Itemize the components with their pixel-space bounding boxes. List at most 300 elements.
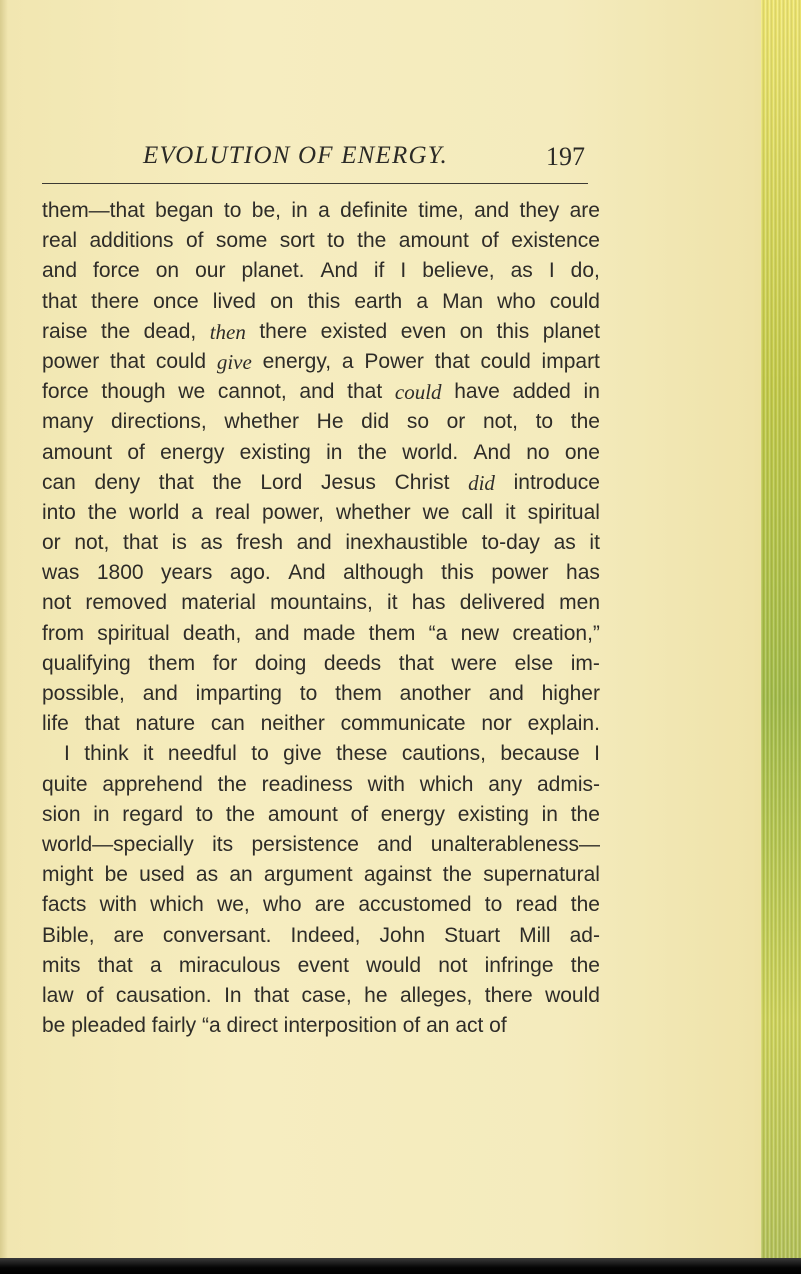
word: of bbox=[350, 802, 369, 826]
word: energy bbox=[380, 802, 446, 826]
word: although bbox=[343, 561, 424, 585]
word: who bbox=[497, 289, 536, 313]
word: could bbox=[394, 380, 442, 405]
word: infringe bbox=[484, 953, 554, 977]
word: sort bbox=[279, 229, 315, 253]
word: the bbox=[101, 319, 131, 343]
word: them bbox=[335, 682, 382, 705]
word: I bbox=[400, 259, 407, 283]
word: I bbox=[548, 259, 555, 283]
word: there bbox=[91, 289, 140, 313]
word: conversant. bbox=[162, 923, 272, 947]
word: new bbox=[460, 621, 500, 645]
word: case, bbox=[301, 983, 352, 1007]
word: added bbox=[512, 380, 571, 404]
word: force bbox=[93, 259, 140, 283]
text-line bbox=[42, 196, 600, 226]
word: did bbox=[468, 470, 495, 495]
word: creation,” bbox=[512, 621, 600, 645]
word: of bbox=[489, 1014, 507, 1038]
word: are bbox=[113, 923, 144, 947]
running-header bbox=[143, 142, 603, 178]
word: is bbox=[171, 531, 187, 555]
word: could bbox=[155, 349, 207, 373]
word: I bbox=[64, 742, 70, 766]
word: even bbox=[400, 319, 447, 343]
word: world bbox=[129, 500, 180, 524]
word: some bbox=[215, 229, 268, 253]
word: of bbox=[481, 229, 499, 253]
word: to bbox=[327, 229, 345, 253]
word: accustomed bbox=[358, 893, 472, 917]
word: power, bbox=[262, 500, 324, 524]
word: pleaded bbox=[71, 1014, 152, 1038]
text-line bbox=[42, 860, 600, 890]
text-line bbox=[42, 347, 600, 377]
word: we bbox=[178, 380, 206, 404]
word: on bbox=[459, 319, 484, 343]
header-rule bbox=[42, 183, 588, 184]
word: it bbox=[143, 742, 154, 766]
word: that bbox=[398, 651, 434, 675]
word: And bbox=[473, 440, 511, 464]
word: that bbox=[123, 531, 159, 555]
word: qualifying bbox=[42, 651, 131, 675]
word: of bbox=[85, 983, 104, 1007]
word: the bbox=[225, 802, 256, 826]
word: And bbox=[288, 561, 326, 585]
word: against bbox=[363, 863, 432, 887]
word: removed bbox=[85, 591, 168, 615]
word: He bbox=[316, 410, 344, 434]
word: as bbox=[200, 531, 223, 555]
word: in bbox=[93, 802, 110, 826]
word: into bbox=[42, 500, 76, 524]
word: that bbox=[347, 380, 383, 404]
word: planet bbox=[542, 319, 600, 343]
word: delivered bbox=[459, 591, 545, 615]
word: the bbox=[217, 772, 247, 796]
word: im- bbox=[570, 651, 600, 675]
word: of bbox=[185, 229, 204, 253]
word: needful bbox=[167, 742, 237, 766]
word: because bbox=[500, 742, 580, 766]
word: quite bbox=[42, 772, 88, 796]
word: on bbox=[270, 289, 294, 313]
word: a bbox=[191, 500, 203, 524]
word: existed bbox=[320, 319, 388, 343]
page-number: 197 bbox=[546, 142, 585, 171]
word: call bbox=[461, 500, 494, 524]
word: amount bbox=[42, 440, 113, 464]
word: to bbox=[195, 802, 214, 826]
word: Indeed, bbox=[290, 923, 361, 947]
text-line bbox=[42, 407, 600, 437]
word: this bbox=[441, 561, 474, 585]
word: a bbox=[341, 349, 354, 373]
word: whether bbox=[224, 410, 300, 434]
word: the bbox=[442, 863, 472, 887]
word: can bbox=[210, 712, 245, 736]
word: readiness bbox=[261, 772, 353, 796]
word: inexhaustible bbox=[345, 531, 468, 555]
text-line bbox=[42, 921, 600, 951]
word: on bbox=[155, 259, 180, 283]
word: And bbox=[320, 259, 358, 283]
word: did bbox=[361, 410, 390, 434]
word: and bbox=[254, 621, 290, 645]
word: any bbox=[488, 772, 523, 796]
word: and bbox=[299, 380, 335, 404]
word: Power bbox=[364, 349, 424, 373]
word: fairly bbox=[151, 1014, 202, 1038]
word: to-day bbox=[481, 531, 540, 555]
page-bottom-edge bbox=[0, 1258, 801, 1274]
word: was bbox=[42, 561, 80, 585]
text-line bbox=[42, 830, 600, 860]
word: 1800 bbox=[96, 561, 144, 585]
word: cannot, bbox=[217, 380, 287, 404]
word: additions bbox=[89, 229, 174, 253]
word: miraculous bbox=[178, 953, 281, 977]
word: or bbox=[446, 410, 466, 434]
word: give bbox=[216, 349, 252, 374]
word: energy, bbox=[262, 349, 332, 373]
word: the bbox=[570, 410, 600, 434]
word: the bbox=[357, 229, 387, 253]
word: them bbox=[148, 651, 196, 675]
word: amount bbox=[398, 229, 469, 253]
word: its bbox=[212, 832, 234, 856]
word: of bbox=[127, 440, 145, 464]
word: existence bbox=[511, 229, 600, 253]
word: a bbox=[149, 953, 162, 977]
word: there bbox=[484, 983, 533, 1007]
word: causation. bbox=[115, 983, 212, 1007]
word: event bbox=[297, 953, 349, 977]
text-line bbox=[42, 649, 600, 679]
word: nor bbox=[481, 712, 512, 736]
word: doing bbox=[254, 651, 307, 675]
word: can bbox=[42, 470, 76, 494]
text-line bbox=[42, 588, 600, 618]
word: the bbox=[212, 470, 242, 494]
word: alleges, bbox=[399, 983, 473, 1007]
text-line bbox=[42, 890, 600, 920]
word: in bbox=[326, 440, 343, 464]
word: with bbox=[367, 772, 405, 796]
word: have bbox=[454, 380, 500, 404]
word: the bbox=[570, 953, 600, 977]
word: world. bbox=[402, 440, 459, 464]
word: we, bbox=[217, 893, 250, 917]
book-spine-edge bbox=[761, 0, 801, 1274]
word: directions, bbox=[110, 410, 207, 434]
word: it bbox=[505, 500, 516, 524]
word: could bbox=[480, 349, 531, 373]
word: apprehend bbox=[102, 772, 203, 796]
word: and bbox=[142, 682, 178, 705]
word: this bbox=[307, 289, 341, 313]
word: and bbox=[474, 199, 510, 222]
word: dead, bbox=[143, 319, 197, 343]
word: higher bbox=[541, 682, 600, 705]
text-line bbox=[42, 1011, 600, 1041]
word: whether bbox=[335, 500, 411, 524]
word: so bbox=[406, 410, 429, 434]
text-line bbox=[42, 498, 600, 528]
word: be bbox=[42, 1014, 72, 1038]
word: which bbox=[419, 772, 474, 796]
word: introduce bbox=[513, 470, 600, 494]
word: not, bbox=[74, 531, 110, 555]
word: who bbox=[262, 893, 302, 917]
word: and bbox=[42, 259, 78, 283]
word: cautions, bbox=[401, 742, 486, 766]
word: believe, bbox=[422, 259, 495, 283]
text-line bbox=[42, 679, 600, 709]
word: to bbox=[223, 199, 242, 222]
word: a bbox=[416, 289, 429, 313]
word: lived bbox=[212, 289, 256, 313]
word: once bbox=[153, 289, 199, 313]
word: be bbox=[104, 863, 128, 887]
word: impart bbox=[541, 349, 600, 373]
word: sion bbox=[42, 802, 81, 826]
word: there bbox=[259, 319, 308, 343]
word: Bible, bbox=[42, 923, 95, 947]
word: and bbox=[377, 832, 413, 856]
word: law bbox=[42, 983, 74, 1007]
word: Jesus bbox=[321, 470, 376, 494]
word: not bbox=[438, 953, 468, 977]
word: spiritual bbox=[527, 500, 600, 524]
word: persistence bbox=[251, 832, 359, 856]
word: that bbox=[97, 953, 133, 977]
word: mits bbox=[42, 953, 81, 977]
word: these bbox=[336, 742, 388, 766]
word: has bbox=[566, 561, 600, 585]
word: if bbox=[373, 259, 385, 283]
word: from bbox=[42, 621, 84, 645]
word: do, bbox=[570, 259, 600, 283]
word: regard bbox=[122, 802, 183, 826]
word: not, bbox=[482, 410, 518, 434]
text-line bbox=[42, 438, 600, 468]
word: amount bbox=[267, 802, 338, 826]
word: be, bbox=[251, 199, 281, 222]
word: existing bbox=[239, 440, 311, 464]
word: life bbox=[42, 712, 69, 736]
word: planet. bbox=[241, 259, 305, 283]
word: imparting bbox=[195, 682, 282, 705]
page-left-edge bbox=[0, 0, 8, 1274]
text-line bbox=[42, 468, 600, 498]
text-line bbox=[42, 528, 600, 558]
word: another bbox=[399, 682, 471, 705]
word: we bbox=[422, 500, 450, 524]
word: the bbox=[570, 893, 600, 917]
word: raise bbox=[42, 319, 88, 343]
word: “a bbox=[428, 621, 448, 645]
word: that bbox=[434, 349, 470, 373]
text-line bbox=[42, 226, 600, 256]
word: ago. bbox=[229, 561, 271, 585]
word: began bbox=[155, 199, 214, 222]
word: Stuart bbox=[444, 923, 501, 947]
word: power bbox=[42, 349, 100, 373]
word: neither bbox=[260, 712, 325, 736]
text-line bbox=[42, 558, 600, 588]
word: men bbox=[559, 591, 600, 615]
word: might bbox=[42, 863, 94, 887]
word: one bbox=[564, 440, 600, 464]
text-line bbox=[42, 619, 600, 649]
word: used bbox=[139, 863, 185, 887]
word: that bbox=[42, 289, 78, 313]
word: the bbox=[357, 440, 387, 464]
word: this bbox=[496, 319, 530, 343]
word: mountains, bbox=[270, 591, 373, 615]
word: that bbox=[158, 470, 194, 494]
word: ad- bbox=[569, 923, 600, 947]
word: John bbox=[379, 923, 426, 947]
word: give bbox=[283, 742, 322, 766]
word: they bbox=[519, 199, 560, 222]
word: has bbox=[411, 591, 446, 615]
word: as bbox=[510, 259, 533, 283]
word: supernatural bbox=[483, 863, 600, 887]
word: read bbox=[515, 893, 558, 917]
word: a bbox=[318, 199, 330, 222]
word: nature bbox=[135, 712, 196, 736]
text-line bbox=[42, 377, 600, 407]
word: or bbox=[42, 531, 61, 555]
word: them bbox=[368, 621, 416, 645]
word: and bbox=[296, 531, 332, 555]
word: think bbox=[84, 742, 129, 766]
word: in bbox=[583, 380, 600, 404]
word: real bbox=[42, 229, 78, 253]
word: real bbox=[215, 500, 251, 524]
word: in bbox=[291, 199, 308, 222]
word: possible, bbox=[42, 682, 125, 705]
word: Lord bbox=[260, 470, 303, 494]
word: could bbox=[549, 289, 600, 313]
word: power bbox=[491, 561, 549, 585]
word: that bbox=[110, 349, 146, 373]
word: Man bbox=[442, 289, 483, 313]
word: and bbox=[488, 682, 524, 705]
text-line bbox=[42, 287, 600, 317]
word: direct bbox=[226, 1014, 284, 1038]
word: were bbox=[451, 651, 497, 675]
word: though bbox=[101, 380, 166, 404]
word: for bbox=[212, 651, 238, 675]
word: time, bbox=[418, 199, 464, 222]
word: the bbox=[570, 802, 600, 826]
word: it bbox=[589, 531, 600, 555]
word: Mill bbox=[519, 923, 551, 947]
text-line bbox=[42, 256, 600, 286]
word: world—specially bbox=[42, 832, 194, 856]
word: fresh bbox=[236, 531, 283, 555]
word: not bbox=[42, 591, 72, 615]
running-title: EVOLUTION OF ENERGY. bbox=[143, 142, 448, 169]
word: which bbox=[150, 893, 204, 917]
word: as bbox=[553, 531, 576, 555]
word: that bbox=[254, 983, 290, 1007]
word: our bbox=[195, 259, 226, 283]
text-line bbox=[42, 317, 600, 347]
word: unalterableness— bbox=[430, 832, 600, 856]
word: death, bbox=[182, 621, 242, 645]
word: them—that bbox=[42, 199, 145, 222]
word: years bbox=[161, 561, 213, 585]
word: the bbox=[87, 500, 118, 524]
word: no bbox=[526, 440, 550, 464]
word: energy bbox=[160, 440, 225, 464]
word: as bbox=[195, 863, 219, 887]
word: material bbox=[181, 591, 256, 615]
word: admis- bbox=[536, 772, 600, 796]
word: of bbox=[402, 1014, 427, 1038]
word: deeds bbox=[323, 651, 382, 675]
word: existing bbox=[457, 802, 529, 826]
text-line bbox=[42, 951, 600, 981]
word: force bbox=[42, 380, 89, 404]
word: facts bbox=[42, 893, 87, 917]
text-line bbox=[42, 709, 600, 739]
word: many bbox=[42, 410, 94, 434]
word: Christ bbox=[394, 470, 450, 494]
word: to bbox=[484, 893, 503, 917]
word: interposition bbox=[283, 1014, 403, 1038]
text-line bbox=[42, 981, 600, 1011]
text-line bbox=[42, 800, 600, 830]
word: made bbox=[302, 621, 356, 645]
word: definite bbox=[340, 199, 408, 222]
word: spiritual bbox=[97, 621, 170, 645]
word: to bbox=[535, 410, 554, 434]
word: with bbox=[99, 893, 137, 917]
word: explain. bbox=[527, 712, 600, 736]
word: are bbox=[569, 199, 600, 222]
word: an bbox=[426, 1014, 456, 1038]
word: would bbox=[545, 983, 600, 1007]
word: act bbox=[455, 1014, 490, 1038]
word: to bbox=[299, 682, 318, 705]
word: In bbox=[224, 983, 242, 1007]
word: an bbox=[229, 863, 253, 887]
word: earth bbox=[354, 289, 403, 313]
word: are bbox=[314, 893, 346, 917]
word: would bbox=[366, 953, 422, 977]
word: in bbox=[541, 802, 558, 826]
word: communicate bbox=[340, 712, 466, 736]
word: else bbox=[514, 651, 554, 675]
body-text bbox=[42, 196, 600, 1041]
word: to bbox=[251, 742, 269, 766]
word: argument bbox=[263, 863, 353, 887]
word: that bbox=[84, 712, 120, 736]
word: he bbox=[364, 983, 388, 1007]
word: then bbox=[209, 319, 246, 344]
word: “a bbox=[201, 1014, 227, 1038]
word: I bbox=[594, 742, 600, 766]
text-line bbox=[42, 770, 600, 800]
word: deny bbox=[94, 470, 141, 494]
